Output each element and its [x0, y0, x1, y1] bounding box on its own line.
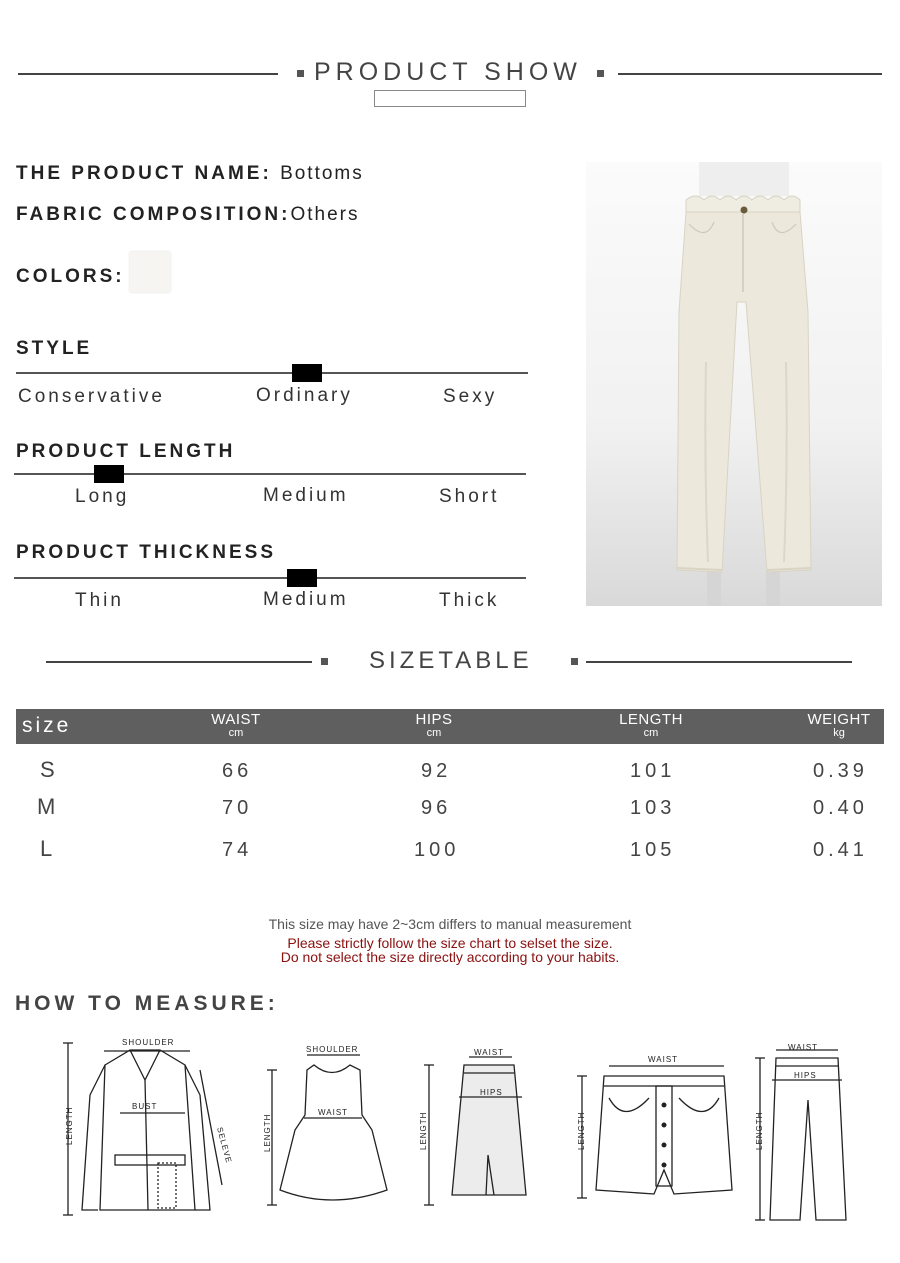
- pants-hips-label: HIPS: [794, 1071, 817, 1080]
- hips-header-unit: cm: [426, 727, 442, 739]
- length-option-medium: Medium: [263, 485, 349, 506]
- table-row-size: S: [40, 757, 55, 782]
- length-scale-line: [14, 473, 526, 475]
- size-table-header: [16, 709, 884, 744]
- size-column-header: size: [22, 714, 72, 737]
- dress-measure-diagram: [262, 1040, 392, 1215]
- table-cell: 105: [630, 839, 676, 861]
- length-header-unit: cm: [643, 727, 659, 739]
- length-header-label: LENGTH: [619, 711, 683, 728]
- skirt-measure-diagram: [414, 1045, 544, 1215]
- size-warning-line-2: Do not select the size directly according to your habits.: [280, 949, 620, 965]
- length-option-short: Short: [439, 486, 500, 507]
- skirt-hips-label: HIPS: [480, 1088, 503, 1097]
- thickness-option-medium: Medium: [263, 589, 349, 610]
- hips-header-label: HIPS: [415, 711, 453, 728]
- product-name-value: Bottoms: [280, 163, 364, 184]
- shorts-length-label: LENGTH: [577, 1111, 586, 1150]
- style-option-ordinary: Ordinary: [256, 385, 353, 406]
- style-scale-line: [16, 372, 528, 374]
- waist-header-unit: cm: [228, 727, 244, 739]
- product-photo[interactable]: [586, 162, 882, 606]
- hips-column-header: [374, 711, 494, 738]
- skirt-waist-label: WAIST: [474, 1048, 505, 1057]
- weight-header-label: WEIGHT: [807, 711, 871, 728]
- table-cell: 0.41: [813, 839, 868, 861]
- jacket-length-label: LENGTH: [65, 1106, 74, 1145]
- sizetable-line-right: [586, 661, 852, 663]
- length-scale-marker: [94, 465, 124, 483]
- thickness-title: PRODUCT THICKNESS: [16, 542, 277, 563]
- thickness-scale-line: [14, 577, 526, 579]
- pants-illustration: [586, 162, 882, 606]
- table-cell: 96: [421, 797, 452, 819]
- style-title: STYLE: [16, 338, 93, 359]
- shorts-measure-diagram: [574, 1050, 744, 1205]
- thickness-scale-marker: [287, 569, 317, 587]
- measurement-note: This size may have 2~3cm differs to manual measurement: [268, 916, 632, 932]
- table-row-size: M: [37, 794, 56, 819]
- thickness-option-thick: Thick: [439, 590, 500, 611]
- table-cell: 92: [421, 760, 452, 782]
- table-cell: 100: [414, 839, 460, 861]
- pants-waist-label: WAIST: [788, 1043, 819, 1052]
- color-swatch[interactable]: [130, 252, 170, 292]
- weight-column-header: [779, 711, 899, 738]
- shorts-waist-label: WAIST: [648, 1055, 679, 1064]
- size-warning-line-1: Please strictly follow the size chart to selset the size.: [287, 935, 613, 951]
- colors-label: COLORS:: [16, 266, 125, 287]
- header-line-right: [618, 73, 882, 75]
- jacket-sleeve-label: SELEVE: [215, 1126, 234, 1165]
- dress-length-label: LENGTH: [263, 1113, 272, 1152]
- sizetable-line-left: [46, 661, 312, 663]
- header-bullet-left: [297, 70, 304, 77]
- length-column-header: [591, 711, 711, 738]
- jacket-shoulder-label: SHOULDER: [122, 1038, 175, 1047]
- sizetable-bullet-right: [571, 658, 578, 665]
- table-cell: 66: [222, 760, 253, 782]
- dress-shoulder-label: SHOULDER: [306, 1045, 359, 1054]
- table-cell: 74: [222, 839, 253, 861]
- waist-header-label: WAIST: [211, 711, 261, 728]
- pants-length-label: LENGTH: [755, 1111, 764, 1150]
- table-cell: 103: [630, 797, 676, 819]
- weight-header-unit: kg: [833, 727, 845, 739]
- how-to-measure-title: HOW TO MEASURE:: [15, 992, 279, 1015]
- waist-column-header: [176, 711, 296, 738]
- table-cell: 0.40: [813, 797, 868, 819]
- table-cell: 101: [630, 760, 676, 782]
- product-name-label: THE PRODUCT NAME:: [16, 163, 272, 184]
- length-option-long: Long: [75, 486, 130, 507]
- style-scale-marker: [292, 364, 322, 382]
- jacket-bust-label: BUST: [132, 1102, 158, 1111]
- product-name-row: [16, 163, 364, 185]
- pants-measure-diagram: [750, 1040, 865, 1225]
- header-line-left: [18, 73, 278, 75]
- style-option-sexy: Sexy: [443, 386, 498, 407]
- dress-waist-label: WAIST: [318, 1108, 349, 1117]
- sizetable-bullet-left: [321, 658, 328, 665]
- table-row-size: L: [40, 836, 53, 861]
- table-cell: 0.39: [813, 760, 868, 782]
- fabric-value: Others: [290, 204, 360, 225]
- table-cell: 70: [222, 797, 253, 819]
- style-option-conservative: Conservative: [18, 386, 165, 407]
- length-title: PRODUCT LENGTH: [16, 441, 236, 462]
- skirt-length-label: LENGTH: [419, 1111, 428, 1150]
- jacket-measure-diagram: [60, 1035, 240, 1220]
- page-title: PRODUCT SHOW: [314, 58, 582, 86]
- sizetable-title: SIZETABLE: [369, 647, 533, 674]
- header-bullet-right: [597, 70, 604, 77]
- header-underline-box: [374, 90, 526, 107]
- fabric-row: [16, 204, 359, 226]
- thickness-option-thin: Thin: [75, 590, 124, 611]
- fabric-label: FABRIC COMPOSITION:: [16, 204, 291, 225]
